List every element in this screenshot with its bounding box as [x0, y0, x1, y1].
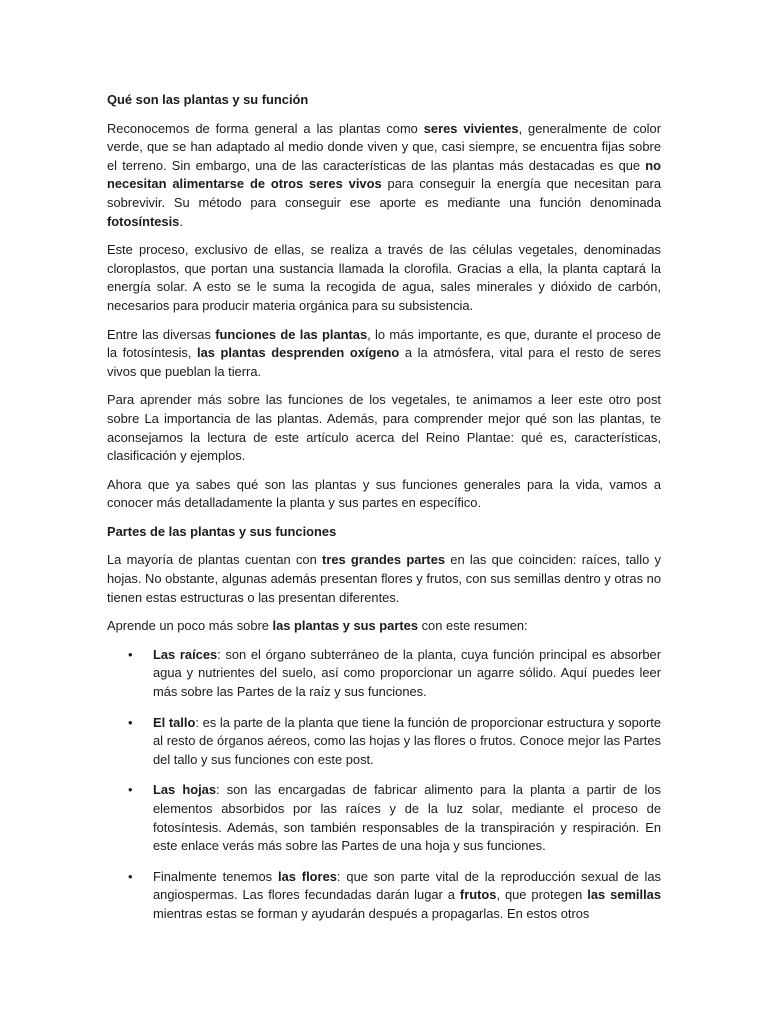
list-item [107, 714, 661, 770]
bullet-icon: • [128, 646, 133, 662]
bullet-icon: • [128, 868, 133, 884]
list-item-text: Finalmente tenemos las flores: que son parte vital de la reproducción sexual de las angiospermas. Las flores fecundadas darán lugar a frutos, que protegen las semillas mientras estas se forman y ayudarán después a propagarlas. En estos otros [153, 868, 662, 921]
document-body [107, 91, 661, 936]
list-item-text: El tallo: es la parte de la planta que tiene la función de proporcionar estructura y soporte al resto de órganos aéreos, como las hojas y las flores o frutos. Conoce mejor las Partes del tallo y sus funciones con este post. [153, 714, 662, 767]
bold-text: El tallo [153, 714, 196, 730]
plant-parts-list [107, 646, 661, 924]
list-item [107, 868, 661, 924]
bold-text: Las raíces [153, 646, 218, 662]
bold-text: no necesitan alimentarse de otros seres vivos [107, 157, 661, 192]
paragraph: Aprende un poco más sobre las plantas y sus partes con este resumen: [107, 618, 528, 634]
paragraph: Reconocemos de forma general a las plantas como seres vivientes, generalmente de color verde, que se han adaptado al medio donde viven y que, casi siempre, se encuentra fijas sobre el terreno. Sin embargo, una de las características de las plantas más destacadas es que no necesitan alimentarse de otros seres vivos para conseguir la energía que necesitan para sobrevivir. Su método para conseguir ese aporte es mediante una función denominada fotosíntesis. [107, 120, 662, 229]
bold-text: fotosíntesis [107, 213, 180, 229]
bold-text: seres vivientes [423, 120, 519, 136]
list-item-text: Las hojas: son las encargadas de fabricar alimento para la planta a partir de los elementos absorbidos por las raíces y de la luz solar, mediante el proceso de fotosíntesis. Además, son también responsables de la transpiración y respiración. En este enlace verás más sobre las Partes de una hoja y sus funciones. [153, 782, 661, 854]
paragraph: Para aprender más sobre las funciones de los vegetales, te animamos a leer este otro post sobre La importancia de las plantas. Además, para comprender mejor qué son las plantas, te aconsejamos la lectura de este artículo acerca del Reino Plantae: qué es, características, clasificación y ejemplos. [107, 392, 661, 464]
section-title-plant-parts: Partes de las plantas y sus funciones [107, 523, 337, 539]
bold-text: funciones de las plantas [215, 326, 368, 342]
section-title-plants-function: Qué son las plantas y su función [107, 92, 309, 107]
bullet-icon: • [128, 714, 133, 730]
bold-text: frutos [459, 887, 497, 903]
bullet-icon: • [128, 782, 133, 798]
bold-text: Las hojas [153, 782, 216, 798]
bold-text: las flores [278, 868, 337, 884]
bold-text: las plantas desprenden oxígeno [197, 345, 400, 361]
list-item [107, 781, 661, 855]
bold-text: tres grandes partes [322, 552, 446, 568]
paragraph: Ahora que ya sabes qué son las plantas y sus funciones generales para la vida, vamos a conocer más detalladamente la planta y sus partes en específico. [107, 476, 661, 511]
bold-text: las plantas y sus partes [272, 618, 418, 634]
list-item [107, 646, 661, 702]
paragraph: La mayoría de plantas cuentan con tres grandes partes en las que coinciden: raíces, tallo y hojas. No obstante, algunas además presentan flores y frutos, con sus semillas dentro y otras no tienen estas estructuras o las presentan diferentes. [107, 552, 662, 605]
list-item-text: Las raíces: son el órgano subterráneo de la planta, cuya función principal es absorber agua y nutrientes del suelo, así como proporcionar un agarre sólido. Aquí puedes leer más sobre las Partes de la raíz y sus funciones. [153, 646, 661, 700]
paragraph: Este proceso, exclusivo de ellas, se realiza a través de las células vegetales, denominadas cloroplastos, que portan una sustancia llamada la clorofila. Gracias a ella, la planta captará la energía solar. A esto se le suma la recogida de agua, sales minerales y dióxido de carbón, necesarios para producir materia orgánica para su subsistencia. [107, 242, 661, 313]
bold-text: las semillas [587, 887, 661, 903]
paragraph: Entre las diversas funciones de las plantas, lo más importante, es que, durante el proceso de la fotosíntesis, las plantas desprenden oxígeno a la atmósfera, vital para el resto de seres vivos que pueblan la tierra. [107, 326, 661, 379]
